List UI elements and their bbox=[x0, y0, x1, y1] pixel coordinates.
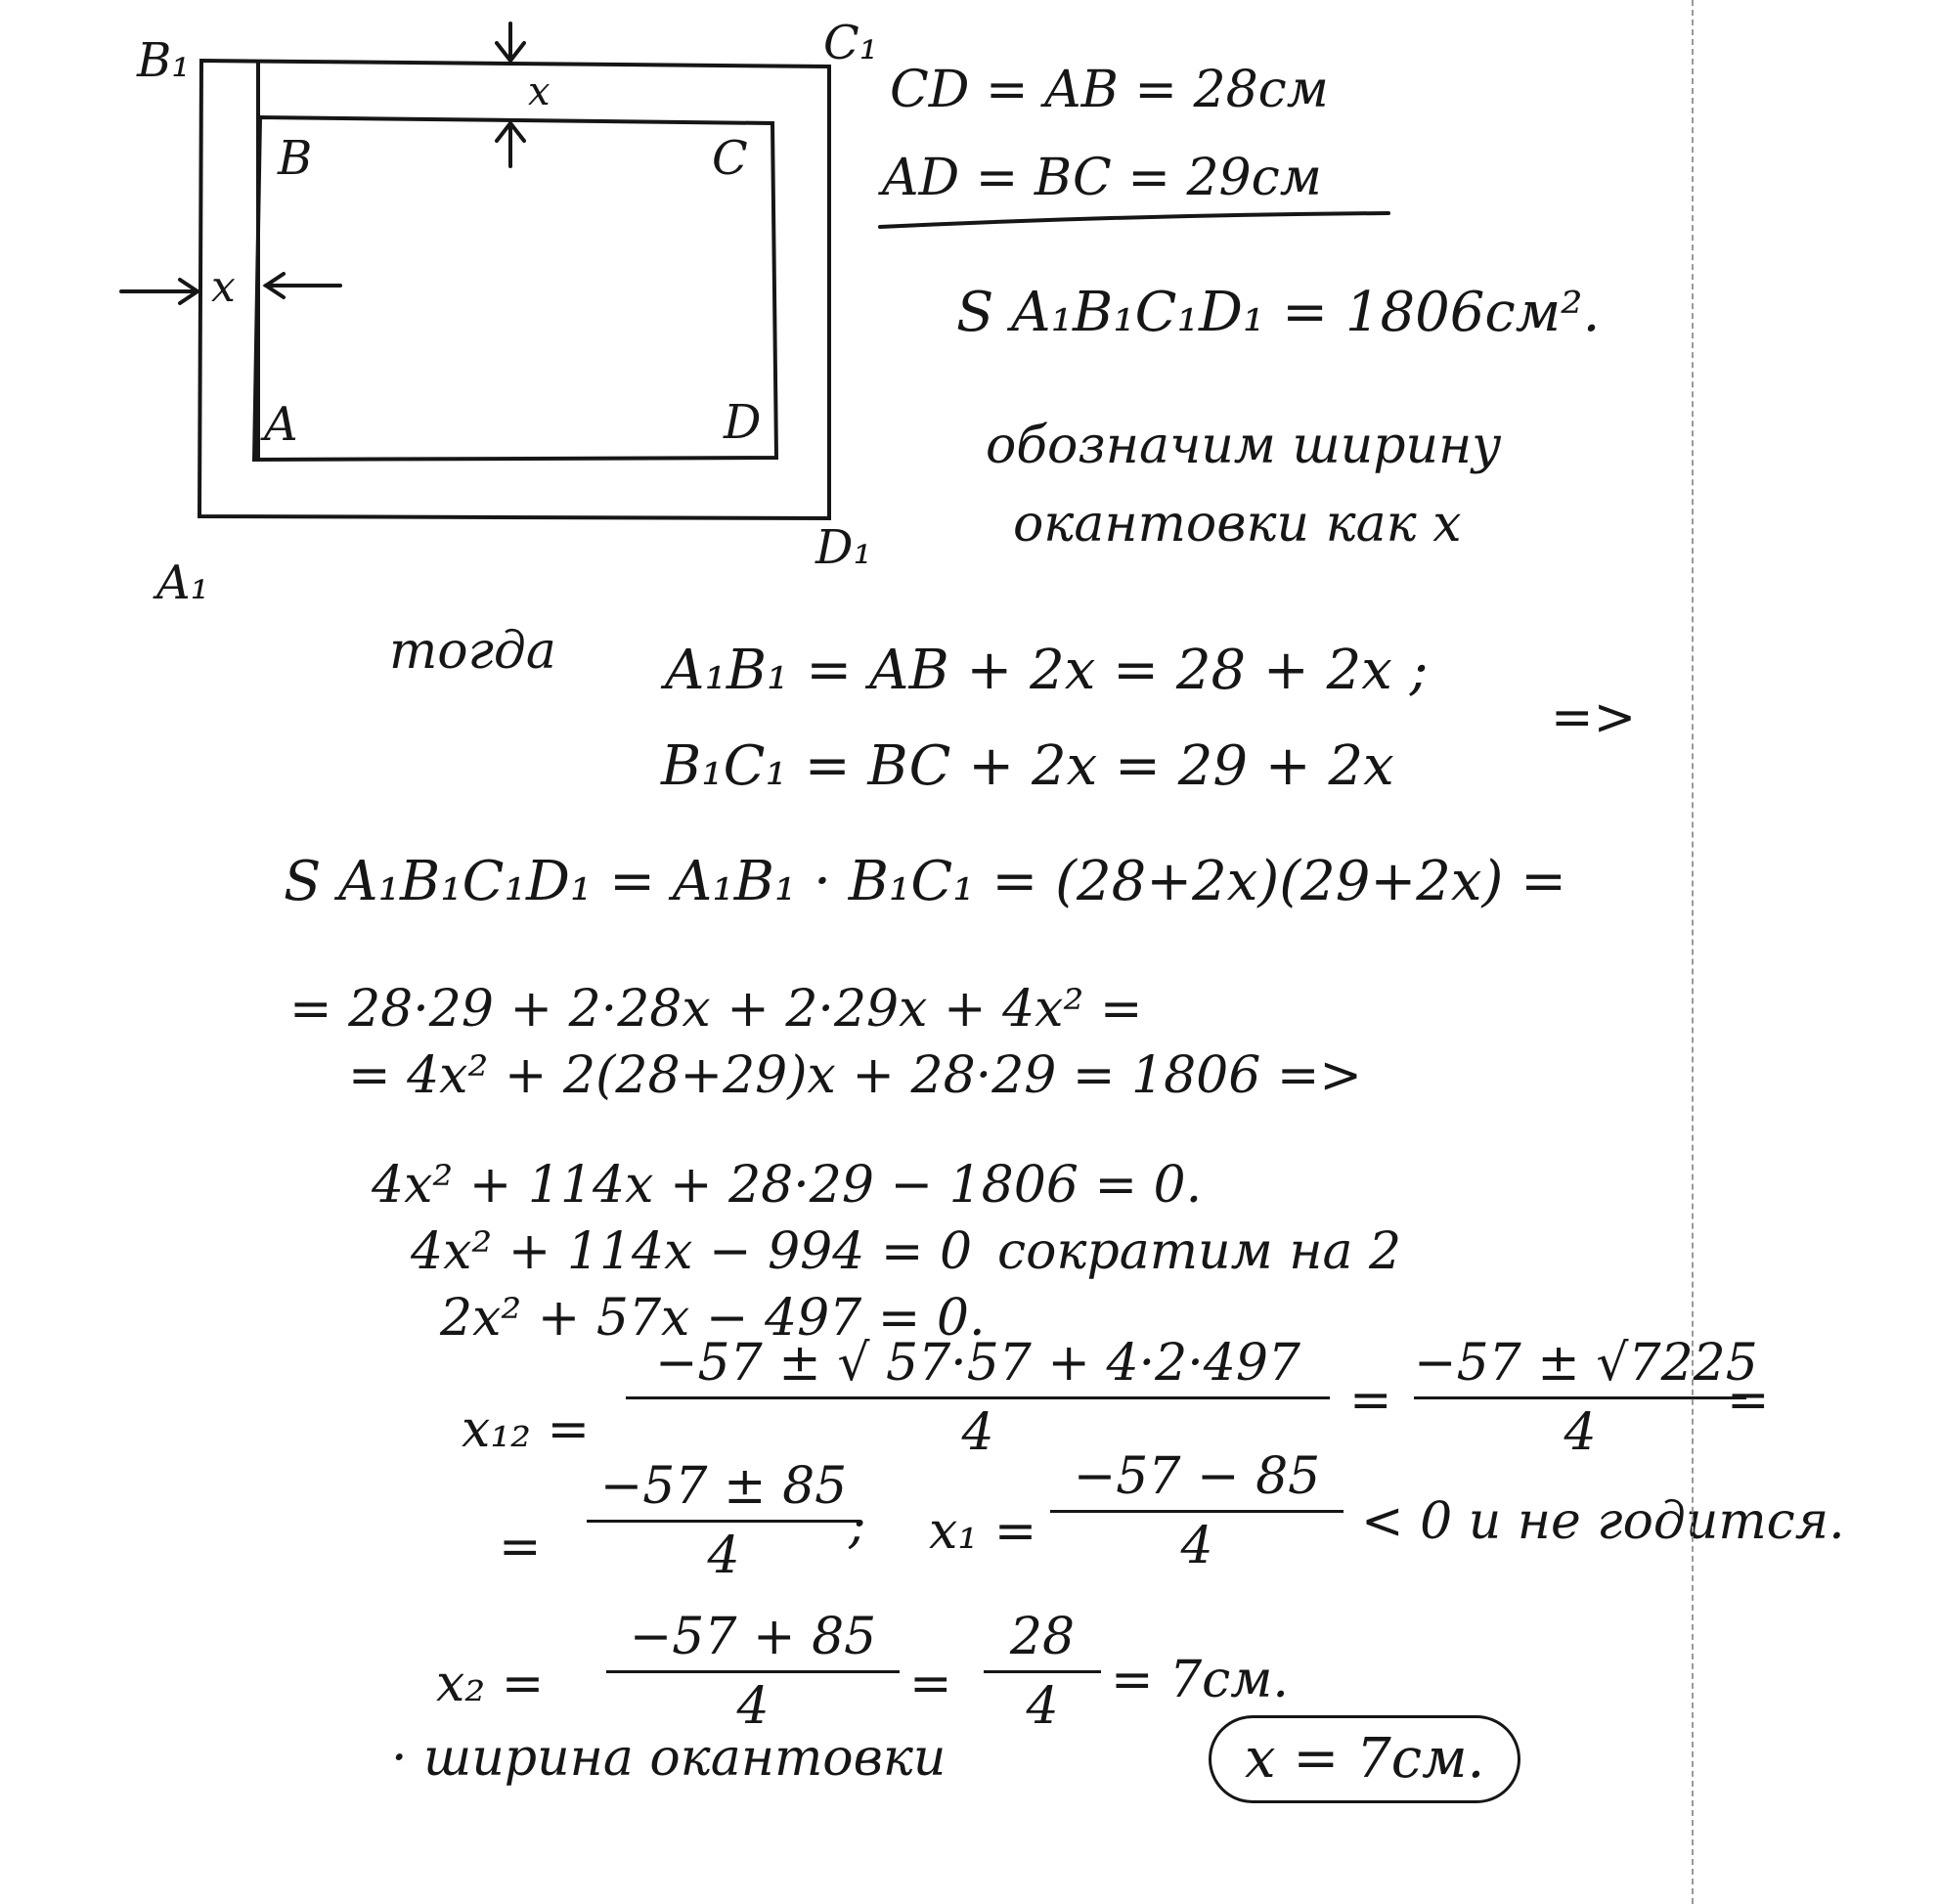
fraction-pm-denominator: 4 bbox=[707, 1527, 740, 1585]
answer-lead: · ширина окантовки bbox=[391, 1729, 947, 1788]
equals-lead: = bbox=[499, 1518, 542, 1576]
equation-2: 4x² + 114x − 994 = 0 bbox=[411, 1222, 973, 1281]
corner-label-c: C bbox=[712, 131, 748, 186]
corner-label-b1: B₁ bbox=[137, 33, 191, 88]
fraction-x1 bbox=[1050, 1447, 1343, 1575]
corner-label-a1: A₁ bbox=[156, 555, 209, 610]
equation-area: S A₁B₁C₁D₁ = A₁B₁ · B₁C₁ = (28+2x)(29+2x) = bbox=[284, 850, 1567, 913]
fraction-pm-numerator: −57 ± 85 bbox=[599, 1457, 848, 1516]
x1-note: < 0 и не годится. bbox=[1361, 1492, 1845, 1551]
equals-sign-2: = bbox=[1727, 1371, 1770, 1430]
corner-label-c1: C₁ bbox=[823, 16, 878, 70]
corner-label-b: B bbox=[278, 131, 313, 186]
fraction-pm bbox=[587, 1457, 860, 1585]
separator: ; bbox=[849, 1496, 866, 1555]
fraction-sqrt-denominator: 4 bbox=[1564, 1403, 1597, 1462]
given-note-1: обозначим ширину bbox=[986, 417, 1502, 475]
corner-label-d1: D₁ bbox=[815, 520, 872, 575]
equation-expand-1: = 28·29 + 2·28x + 2·29x + 4x² = bbox=[289, 980, 1143, 1039]
given-line-1: CD = AB = 28см bbox=[890, 61, 1329, 119]
x2-result: = 7см. bbox=[1111, 1651, 1289, 1709]
fraction-x1-denominator: 4 bbox=[1180, 1517, 1213, 1575]
reduce-note: сократим на 2 bbox=[997, 1222, 1402, 1281]
given-note-2: окантовки как x bbox=[1013, 495, 1462, 553]
frame-width-label-side: x bbox=[211, 262, 236, 312]
fraction-simplified-denominator: 4 bbox=[1026, 1677, 1059, 1736]
fraction-discriminant-denominator: 4 bbox=[961, 1403, 994, 1462]
fraction-simplified bbox=[984, 1608, 1101, 1736]
fraction-bar bbox=[626, 1396, 1330, 1399]
fraction-x2 bbox=[606, 1608, 900, 1736]
equation-b1c1: B₁C₁ = BC + 2x = 29 + 2x bbox=[661, 734, 1394, 798]
fraction-bar bbox=[1414, 1396, 1746, 1399]
x1-label: x₁ = bbox=[929, 1502, 1037, 1561]
given-area: S A₁B₁C₁D₁ = 1806см². bbox=[956, 281, 1601, 344]
fraction-simplified-numerator: 28 bbox=[1009, 1608, 1076, 1666]
fraction-bar bbox=[587, 1520, 860, 1523]
equation-1: 4x² + 114x + 28·29 − 1806 = 0. bbox=[372, 1156, 1203, 1215]
answer-boxed: x = 7см. bbox=[1209, 1715, 1520, 1803]
inner-rectangle bbox=[254, 117, 776, 460]
fraction-bar bbox=[984, 1670, 1101, 1673]
x12-label: x₁₂ = bbox=[462, 1400, 591, 1459]
fraction-x2-denominator: 4 bbox=[736, 1677, 770, 1736]
frame-width-label-top: x bbox=[528, 69, 551, 114]
fraction-discriminant-numerator: −57 ± √ 57·57 + 4·2·497 bbox=[654, 1334, 1300, 1393]
equation-expand-2: = 4x² + 2(28+29)x + 28·29 = 1806 => bbox=[348, 1046, 1363, 1105]
equation-a1b1: A₁B₁ = AB + 2x = 28 + 2x ; bbox=[665, 639, 1429, 702]
fraction-discriminant bbox=[626, 1334, 1330, 1462]
x2-label: x₂ = bbox=[436, 1655, 545, 1713]
page-edge-line bbox=[1692, 0, 1694, 1904]
equals-sign-3: = bbox=[909, 1655, 952, 1713]
corner-label-a: A bbox=[264, 397, 298, 452]
given-line-2: AD = BC = 29см bbox=[882, 149, 1322, 207]
then-word: тогда bbox=[389, 622, 556, 681]
givens-underline bbox=[880, 213, 1388, 227]
fraction-sqrt-numerator: −57 ± √7225 bbox=[1414, 1334, 1758, 1393]
equation-3: 2x² + 57x − 497 = 0. bbox=[440, 1289, 986, 1348]
fraction-sqrt bbox=[1414, 1334, 1758, 1462]
fraction-bar bbox=[1050, 1510, 1343, 1513]
equals-sign-1: = bbox=[1349, 1371, 1392, 1430]
fraction-x2-numerator: −57 + 85 bbox=[629, 1608, 877, 1666]
corner-label-d: D bbox=[724, 395, 762, 450]
implies-arrow: => bbox=[1551, 688, 1637, 747]
fraction-bar bbox=[606, 1670, 900, 1673]
fraction-x1-numerator: −57 − 85 bbox=[1073, 1447, 1321, 1506]
